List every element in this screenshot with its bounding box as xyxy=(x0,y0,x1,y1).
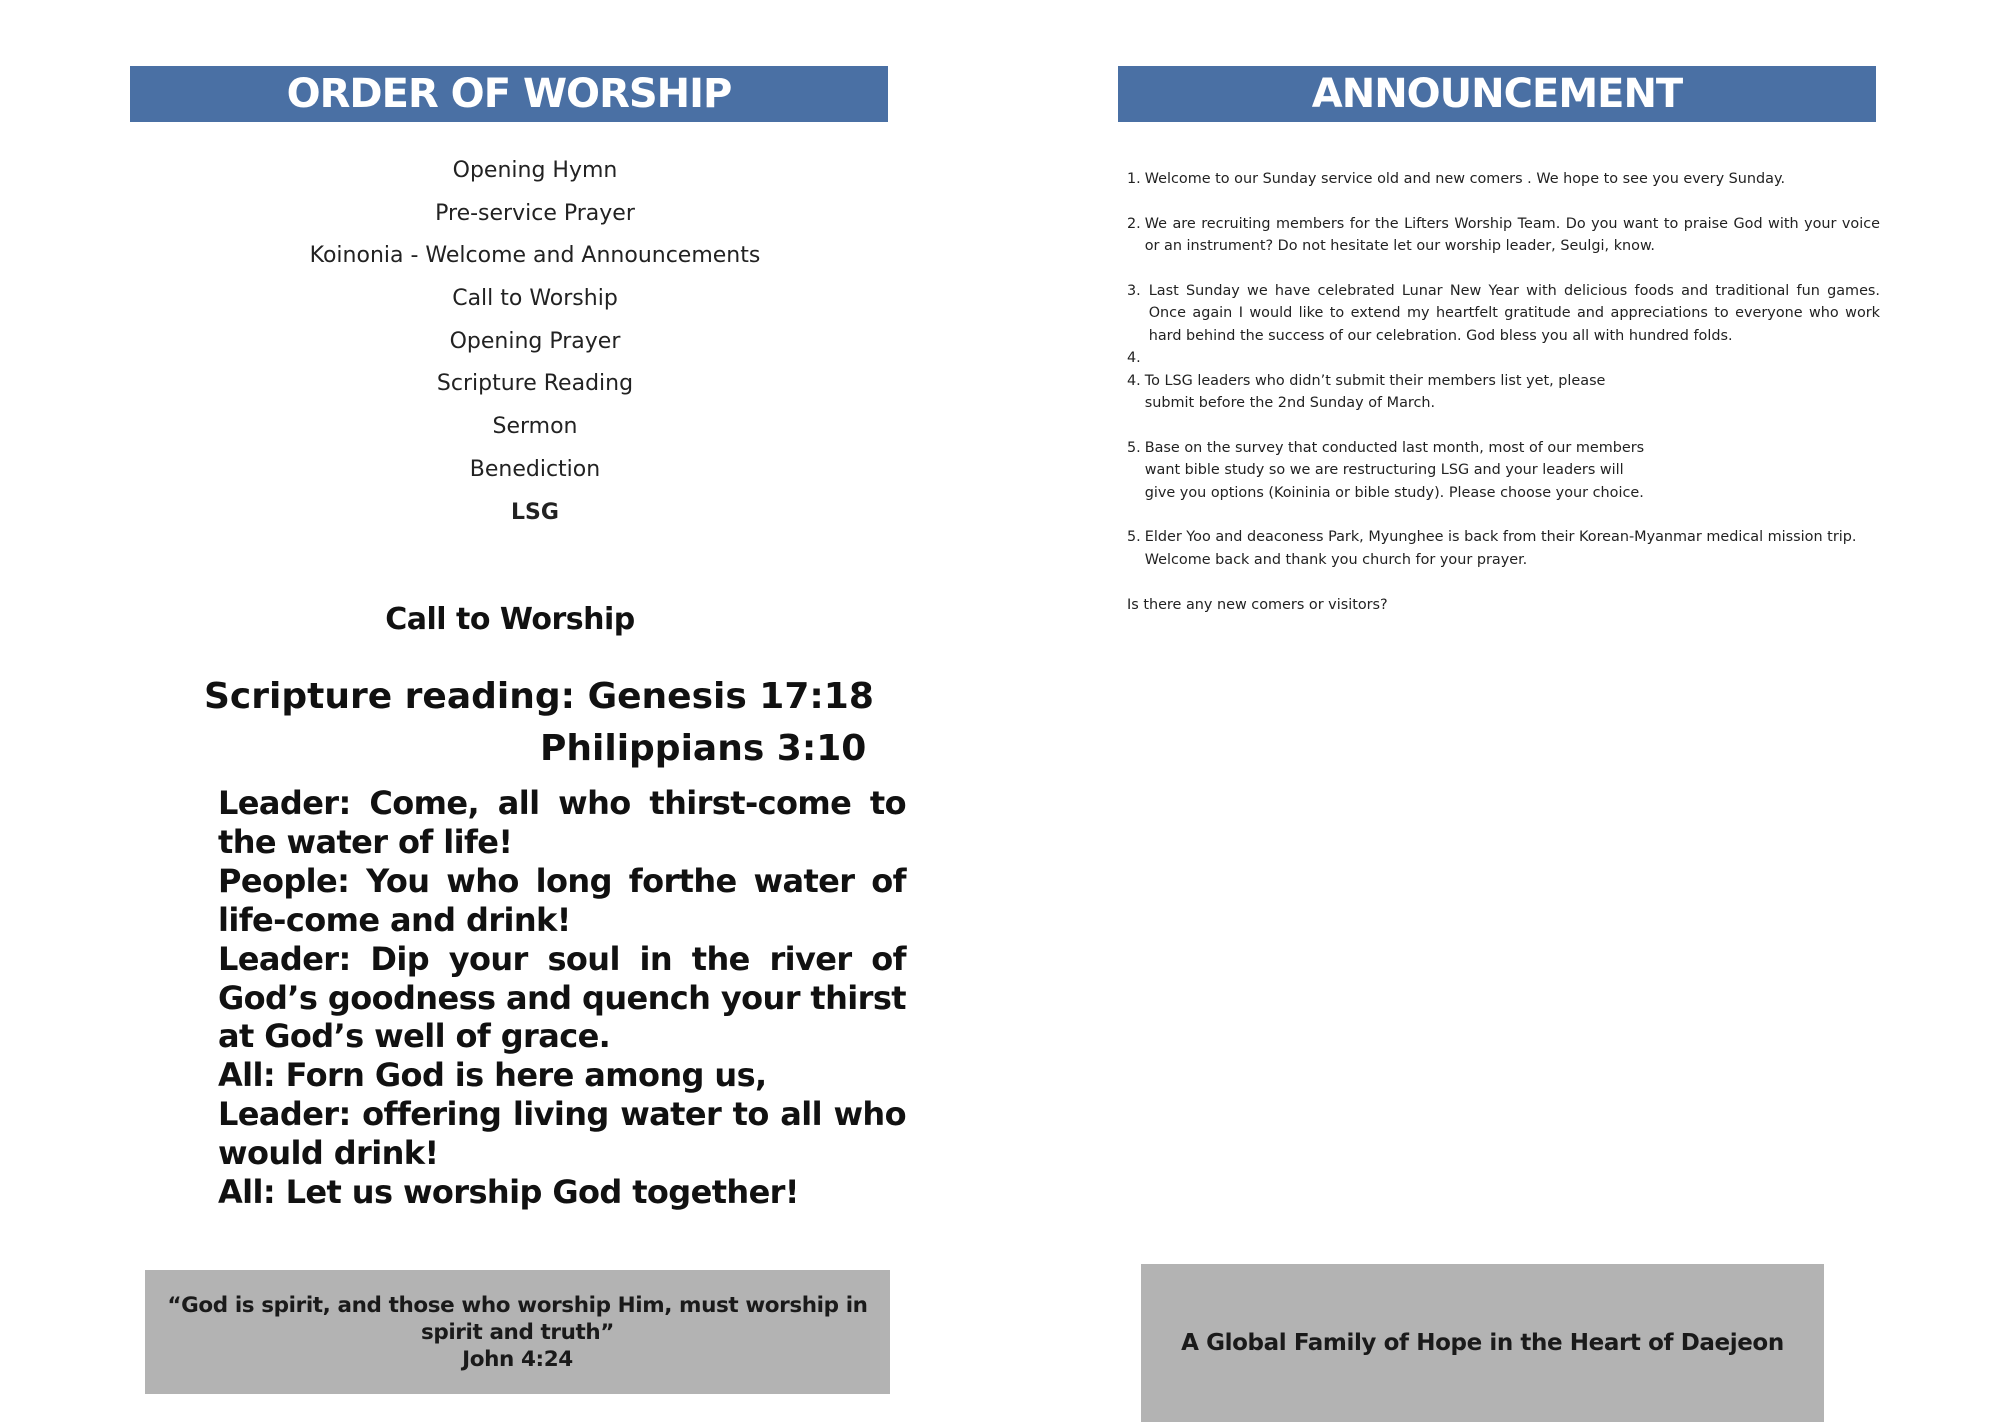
liturgy-line: People: You who long forthe water of life-come and drink! xyxy=(218,861,906,939)
announcement-text: Elder Yoo and deaconess Park, Myunghee is back from their Korean-Myanmar medical mission trip. xyxy=(1144,529,1857,546)
announcement-list xyxy=(1127,168,1880,616)
order-item: Scripture Reading xyxy=(436,371,634,397)
scripture-reading-line: Scripture reading: Genesis 17:18 xyxy=(204,676,874,717)
liturgy-line: All: Let us worship God together! xyxy=(218,1173,799,1212)
announcement-number: 2. xyxy=(1127,215,1141,232)
order-item: LSG xyxy=(511,499,559,525)
order-item: Pre-service Prayer xyxy=(435,200,635,226)
quote-line: “God is spirit, and those who worship Him, must worship in xyxy=(167,1292,868,1318)
announcement-item xyxy=(1127,168,1880,190)
order-of-worship-list xyxy=(130,150,940,534)
announcement-text: want bible study so we are restructuring LSG and your leaders will xyxy=(1144,462,1624,479)
announcement-number: 4. xyxy=(1127,372,1141,389)
order-item: Opening Hymn xyxy=(452,158,618,183)
liturgy-line: Leader: Come, all who thirst-come to the water of life! xyxy=(218,784,906,861)
announcement-header: ANNOUNCEMENT xyxy=(1118,66,1876,122)
announcement-number: 3. xyxy=(1127,283,1141,299)
order-item: Opening Prayer xyxy=(449,328,621,354)
order-item: Koinonia - Welcome and Announcements xyxy=(309,243,761,269)
church-tagline-box xyxy=(1141,1264,1824,1422)
scripture-reading-line-2: Philippians 3:10 xyxy=(540,728,867,769)
announcement-number: 5. xyxy=(1127,529,1141,546)
announcement-text xyxy=(1145,347,1880,369)
church-tagline: A Global Family of Hope in the Heart of Daejeon xyxy=(1181,1330,1784,1356)
announcement-item xyxy=(1127,526,1880,571)
announcement-item xyxy=(1127,213,1880,258)
responsive-liturgy xyxy=(218,784,906,1212)
announcement-text: Last Sunday we have celebrated Lunar New Year with delicious foods and traditional fun games. Once again I would like to extend my heartfelt gratitude and appreciations to everyone who work hard behind the success of our celebration. God bless you all with hundred folds. xyxy=(1148,283,1880,344)
quote-reference: John 4:24 xyxy=(462,1346,573,1372)
announcement-text: Welcome back and thank you church for your prayer. xyxy=(1144,551,1528,568)
announcement-item xyxy=(1127,347,1880,369)
announcement-item xyxy=(1127,280,1880,347)
announcement-item xyxy=(1127,437,1880,504)
order-of-worship-header: ORDER OF WORSHIP xyxy=(130,66,888,122)
announcement-text: submit before the 2nd Sunday of March. xyxy=(1144,395,1436,412)
order-item: Benediction xyxy=(469,456,601,482)
announcement-number: 4. xyxy=(1127,350,1141,367)
announcement-text: Welcome to our Sunday service old and new comers . We hope to see you every Sunday. xyxy=(1144,171,1786,187)
order-item: Call to Worship xyxy=(452,286,618,312)
announcement-text: To LSG leaders who didn’t submit their members list yet, please xyxy=(1144,372,1606,389)
closing-question: Is there any new comers or visitors? xyxy=(1127,596,1388,613)
order-item: Sermon xyxy=(492,414,578,440)
announcement-text: give you options (Koininia or bible study). Please choose your choice. xyxy=(1144,484,1644,501)
liturgy-line: All: Forn God is here among us, xyxy=(218,1056,767,1095)
announcement-number: 1. xyxy=(1127,171,1141,187)
announcement-item xyxy=(1127,370,1880,415)
announcement-text: We are recruiting members for the Lifters Worship Team. Do you want to praise God with your voice or an instrument? Do not hesitate let our worship leader, Seulgi, know. xyxy=(1144,215,1880,255)
announcement-text: Base on the survey that conducted last month, most of our members xyxy=(1144,439,1645,456)
scripture-quote-box xyxy=(145,1270,890,1394)
liturgy-line: Leader: offering living water to all who would drink! xyxy=(218,1095,906,1173)
liturgy-line: Leader: Dip your soul in the river of God’s goodness and quench your thirst at God’s well of grace. xyxy=(218,939,907,1056)
quote-line: spirit and truth” xyxy=(420,1319,615,1345)
announcement-number: 5. xyxy=(1127,439,1141,456)
call-to-worship-heading: Call to Worship xyxy=(385,602,635,637)
